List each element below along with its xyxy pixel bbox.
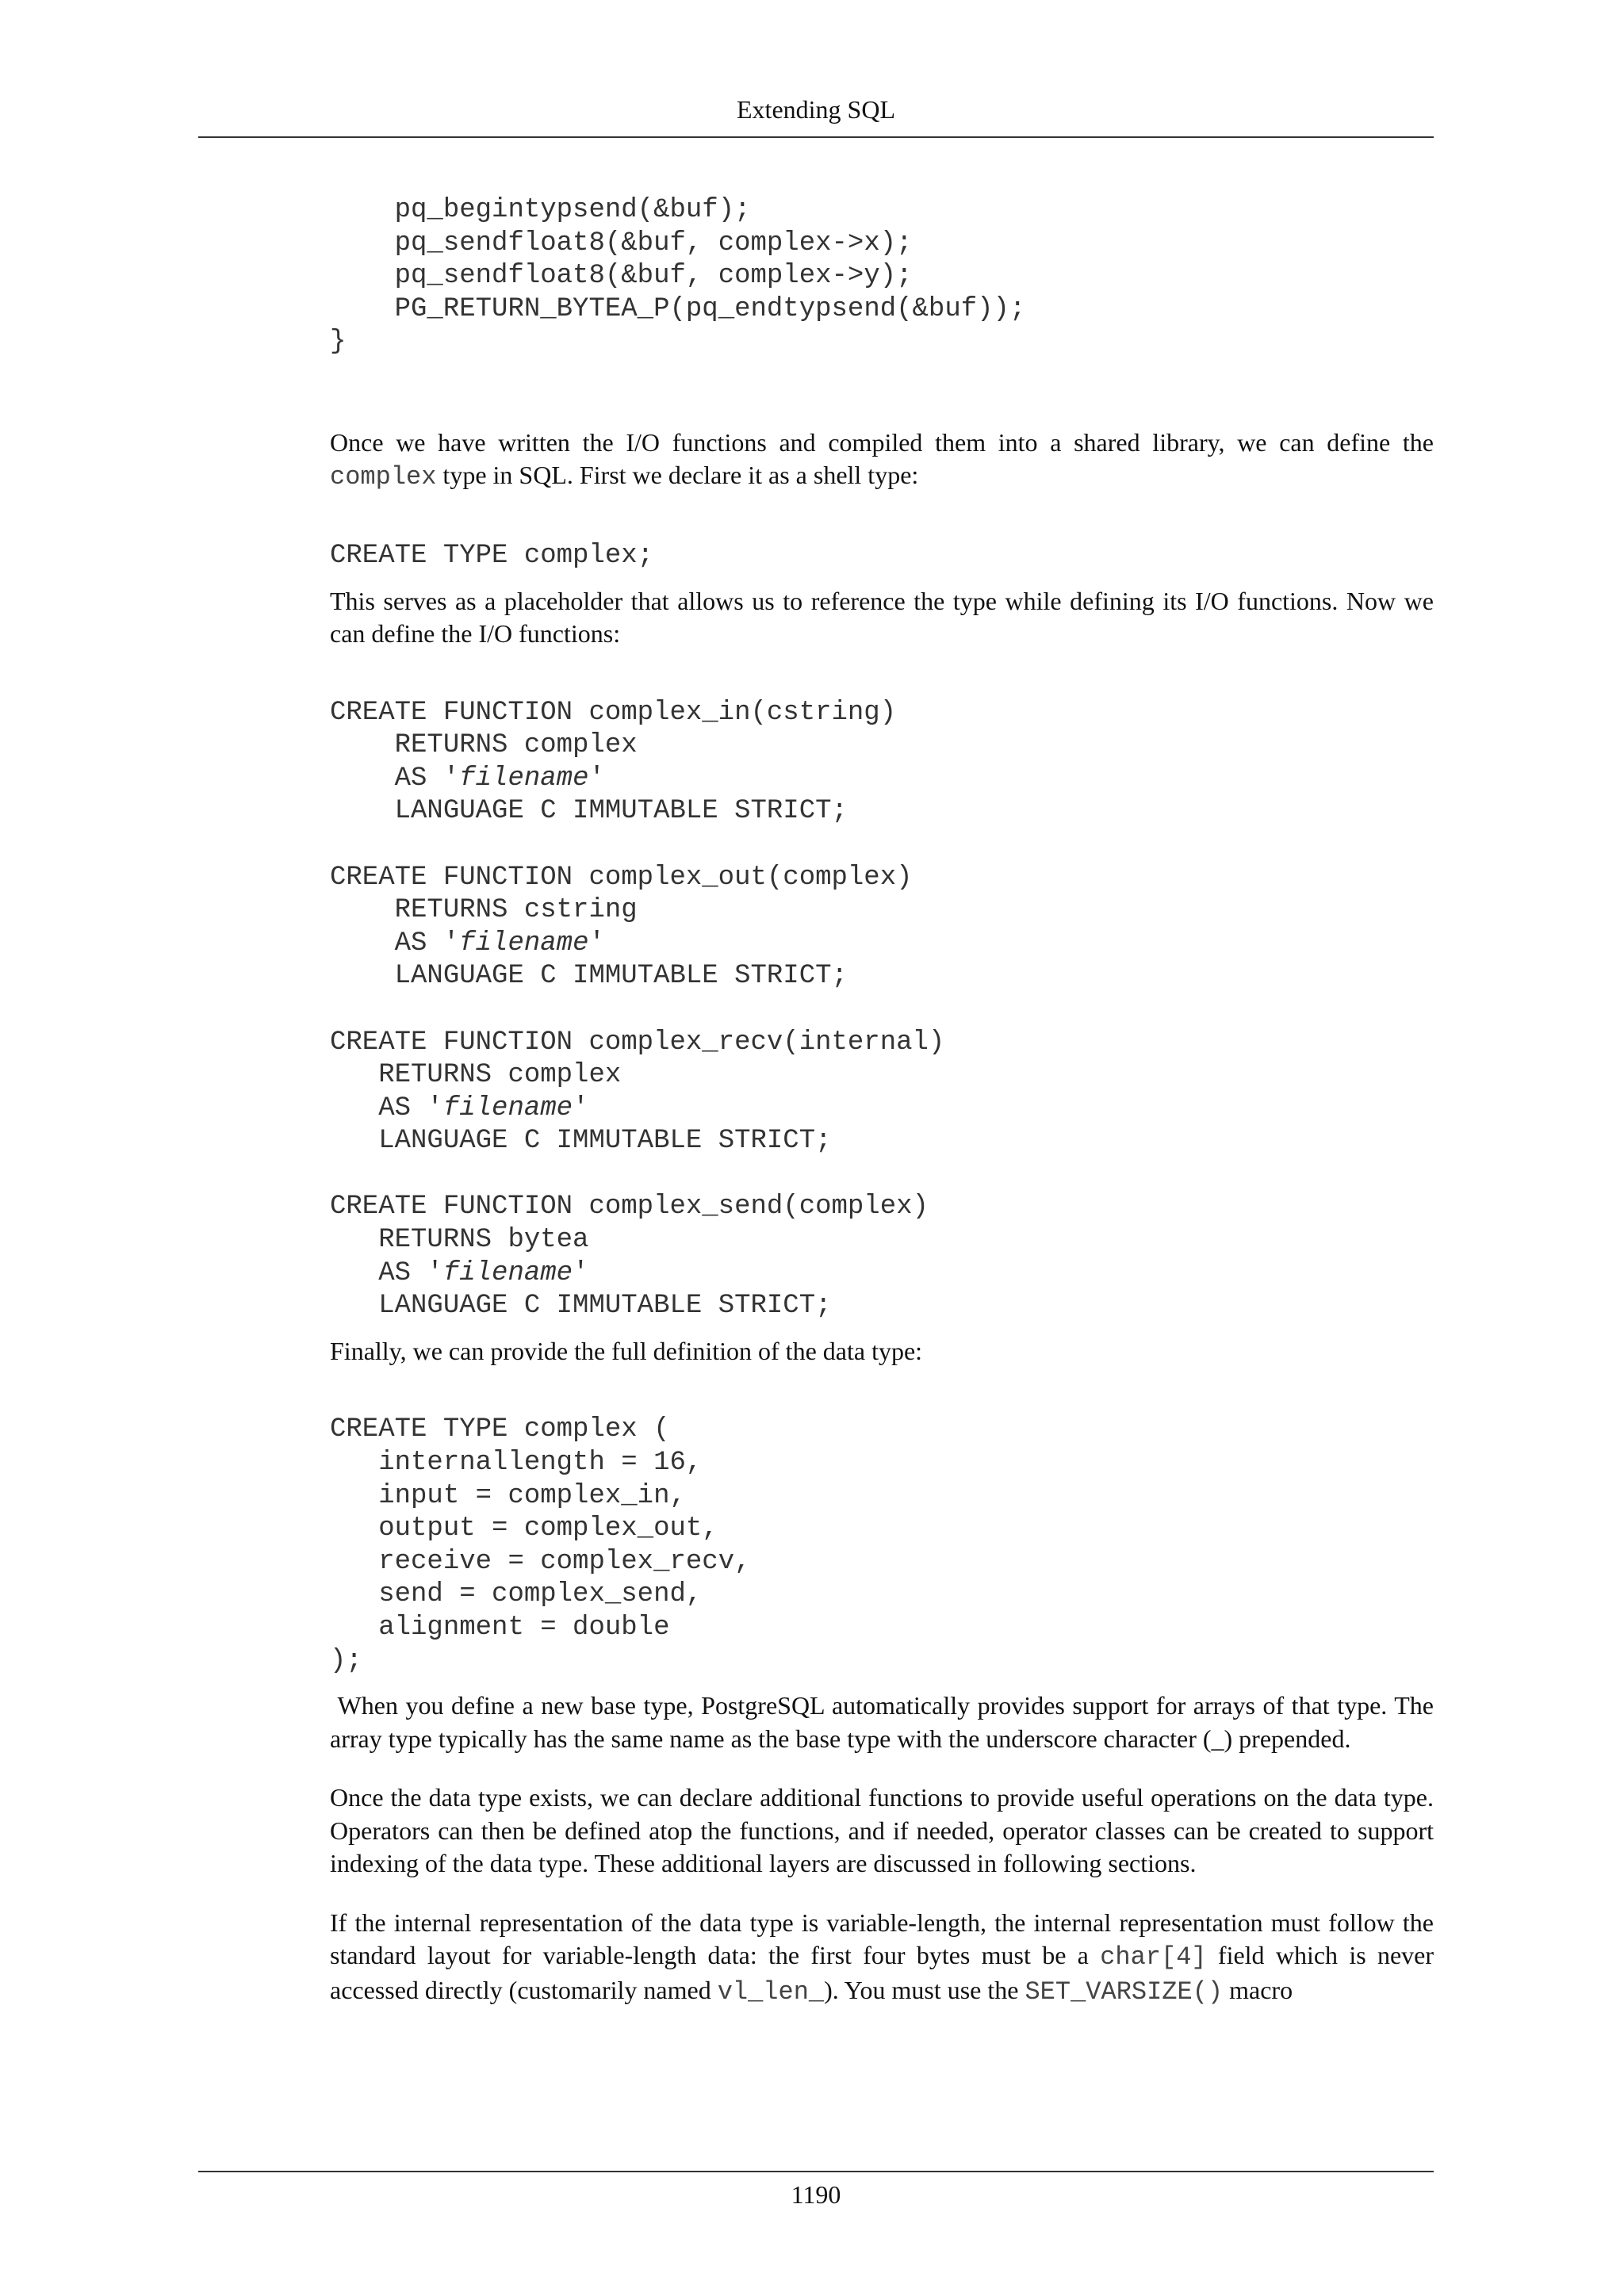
code-placeholder-filename: filename xyxy=(442,1093,573,1123)
paragraph-shell-type-intro: Once we have written the I/O functions and compiled them into a shared library, we can define the complex type in SQL. First we declare it as a shell type: xyxy=(330,427,1434,492)
inline-code-vl-len: vl_len_ xyxy=(717,1976,825,2007)
code-line: RETURNS cstring xyxy=(394,895,638,926)
code-line: pq_sendfloat8(&buf, complex->x); xyxy=(394,228,913,258)
footer-rule xyxy=(198,2171,1434,2172)
code-line: pq_sendfloat8(&buf, complex->y); xyxy=(394,261,913,292)
code-line: send = complex_send, xyxy=(378,1579,703,1610)
code-line: CREATE TYPE complex ( xyxy=(330,1414,670,1445)
code-line: CREATE TYPE complex; xyxy=(330,540,654,571)
code-line: internallength = 16, xyxy=(378,1447,703,1478)
code-line: CREATE FUNCTION complex_out(complex) xyxy=(330,862,913,893)
spacer xyxy=(330,494,1434,540)
paragraph-additional-functions: Once the data type exists, we can declare additional functions to provide useful operations on the data type. Operators can then be defined atop the functions, and if needed, operator classes can be created to support indexing of the data type. These additional layers are discussed in following sections. xyxy=(330,1783,1434,1878)
code-line: AS 'filename' xyxy=(378,1093,589,1123)
page-body xyxy=(330,194,1441,2008)
code-line: LANGUAGE C IMMUTABLE STRICT; xyxy=(394,796,848,827)
code-line: ); xyxy=(330,1645,362,1676)
paragraph-variable-length: If the internal representation of the data type is variable-length, the internal representation must follow the standard layout for variable-length data: the first four bytes must be a char[4] field which is never accessed directly (customarily named vl_len_). You must use the SET_VARSIZE() macro xyxy=(330,1908,1434,2007)
code-line: alignment = double xyxy=(378,1612,670,1643)
header-rule xyxy=(198,136,1434,138)
code-line: CREATE FUNCTION complex_send(complex) xyxy=(330,1192,929,1223)
spacer xyxy=(330,1678,1434,1689)
code-line: LANGUAGE C IMMUTABLE STRICT; xyxy=(378,1126,832,1157)
code-placeholder-filename: filename xyxy=(459,763,589,794)
code-line: pq_begintypsend(&buf); xyxy=(394,195,751,225)
code-line: PG_RETURN_BYTEA_P(pq_endtypsend(&buf)); xyxy=(394,293,1026,324)
code-line: CREATE FUNCTION complex_in(cstring) xyxy=(330,697,897,728)
code-line: output = complex_out, xyxy=(378,1513,718,1544)
inline-code-set-varsize: SET_VARSIZE() xyxy=(1025,1976,1224,2007)
code-line: CREATE FUNCTION complex_recv(internal) xyxy=(330,1027,945,1058)
code-placeholder-filename: filename xyxy=(459,928,589,959)
code-line: input = complex_in, xyxy=(378,1480,686,1511)
running-header: Extending SQL xyxy=(737,95,895,124)
code-line: LANGUAGE C IMMUTABLE STRICT; xyxy=(394,961,848,992)
code-line: RETURNS complex xyxy=(394,730,638,761)
code-block-io-functions xyxy=(330,697,1434,1323)
spacer xyxy=(330,1755,1434,1781)
paragraph-array-types: When you define a new base type, PostgreSQL automatically provides support for arrays of that type. The array type typically has the same name as the base type with the underscore character (_) prepended. xyxy=(330,1691,1441,1753)
code-line: AS 'filename' xyxy=(378,1257,589,1288)
code-block-create-shell-type xyxy=(330,540,1434,573)
spacer xyxy=(330,573,1434,585)
code-line: LANGUAGE C IMMUTABLE STRICT; xyxy=(378,1291,832,1322)
code-block-create-type xyxy=(330,1414,1434,1678)
paragraph-full-definition: Finally, we can provide the full definition of the data type: xyxy=(330,1336,923,1365)
spacer xyxy=(330,1368,1434,1414)
inline-code-char4: char[4] xyxy=(1100,1942,1207,1973)
code-placeholder-filename: filename xyxy=(442,1257,573,1288)
code-line: AS 'filename' xyxy=(394,928,605,959)
inline-code-complex: complex xyxy=(330,462,437,492)
paragraph-placeholder: This serves as a placeholder that allows us to reference the type while defining its I/O functions. Now we can define the I/O functions: xyxy=(330,586,1434,649)
code-line: AS 'filename' xyxy=(394,763,605,794)
spacer xyxy=(330,651,1434,697)
code-line: RETURNS complex xyxy=(378,1060,622,1091)
page-number: 1190 xyxy=(791,2180,841,2209)
spacer xyxy=(330,1881,1434,1907)
code-block-send-function xyxy=(330,194,1434,359)
code-line: } xyxy=(330,327,347,358)
spacer xyxy=(330,1323,1434,1335)
code-line: receive = complex_recv, xyxy=(378,1546,751,1577)
spacer xyxy=(330,359,1434,427)
code-line: RETURNS bytea xyxy=(378,1225,589,1256)
